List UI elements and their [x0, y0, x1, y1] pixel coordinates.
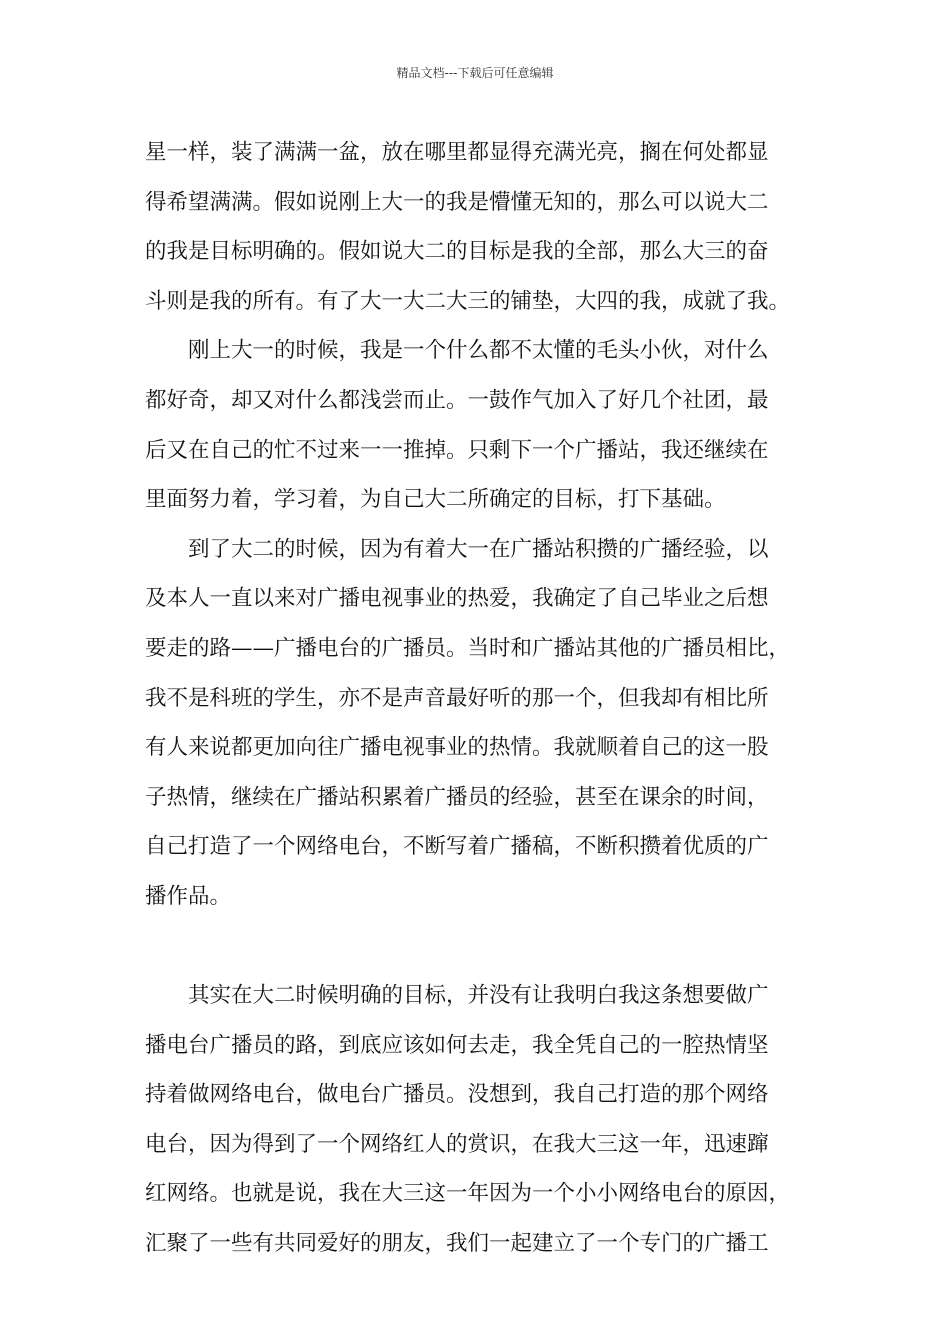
text-line: 都好奇，却又对什么都浅尝而止。一鼓作气加入了好几个社团，最: [145, 387, 769, 413]
text-line: 其实在大二时候明确的目标，并没有让我明白我这条想要做广: [145, 983, 769, 1009]
text-line: 里面努力着，学习着，为自己大二所确定的目标，打下基础。: [145, 487, 726, 513]
text-line: 到了大二的时候，因为有着大一在广播站积攒的广播经验，以: [145, 536, 769, 562]
text-line: 汇聚了一些有共同爱好的朋友，我们一起建立了一个专门的广播工: [145, 1231, 769, 1257]
text-line: 斗则是我的所有。有了大一大二大三的铺垫，大四的我，成就了我。: [145, 288, 791, 314]
text-line: 红网络。也就是说，我在大三这一年因为一个小小网络电台的原因，: [145, 1181, 791, 1207]
text-line: 星一样，装了满满一盆，放在哪里都显得充满光亮，搁在何处都显: [145, 140, 769, 165]
document-body: [145, 128, 817, 1269]
text-line: 的我是目标明确的。假如说大二的目标是我的全部，那么大三的奋: [145, 239, 769, 265]
text-line: 播作品。: [145, 883, 232, 909]
text-line: 持着做网络电台，做电台广播员。没想到，我自己打造的那个网络: [145, 1082, 769, 1108]
text-line: 后又在自己的忙不过来一一推掉。只剩下一个广播站，我还继续在: [145, 437, 769, 463]
text-line: 得希望满满。假如说刚上大一的我是懵懂无知的，那么可以说大二: [145, 189, 769, 215]
text-line: 及本人一直以来对广播电视事业的热爱，我确定了自己毕业之后想: [145, 586, 769, 612]
paragraph-gap: [145, 922, 817, 972]
text-line: 自己打造了一个网络电台，不断写着广播稿，不断积攒着优质的广: [145, 834, 769, 860]
text-line: 子热情，继续在广播站积累着广播员的经验，甚至在课余的时间，: [145, 784, 769, 810]
text-line: 要走的路——广播电台的广播员。当时和广播站其他的广播员相比，: [145, 635, 791, 661]
text-line: 播电台广播员的路，到底应该如何去走，我全凭自己的一腔热情坚: [145, 1032, 769, 1058]
text-line: 电台，因为得到了一个网络红人的赏识，在我大三这一年，迅速蹿: [145, 1131, 769, 1157]
text-line: 我不是科班的学生，亦不是声音最好听的那一个，但我却有相比所: [145, 685, 769, 711]
text-line: 刚上大一的时候，我是一个什么都不太懂的毛头小伙，对什么: [145, 338, 769, 364]
text-line: 有人来说都更加向往广播电视事业的热情。我就顺着自己的这一股: [145, 735, 769, 761]
page-header: 精品文档---下载后可任意编辑: [396, 66, 554, 80]
